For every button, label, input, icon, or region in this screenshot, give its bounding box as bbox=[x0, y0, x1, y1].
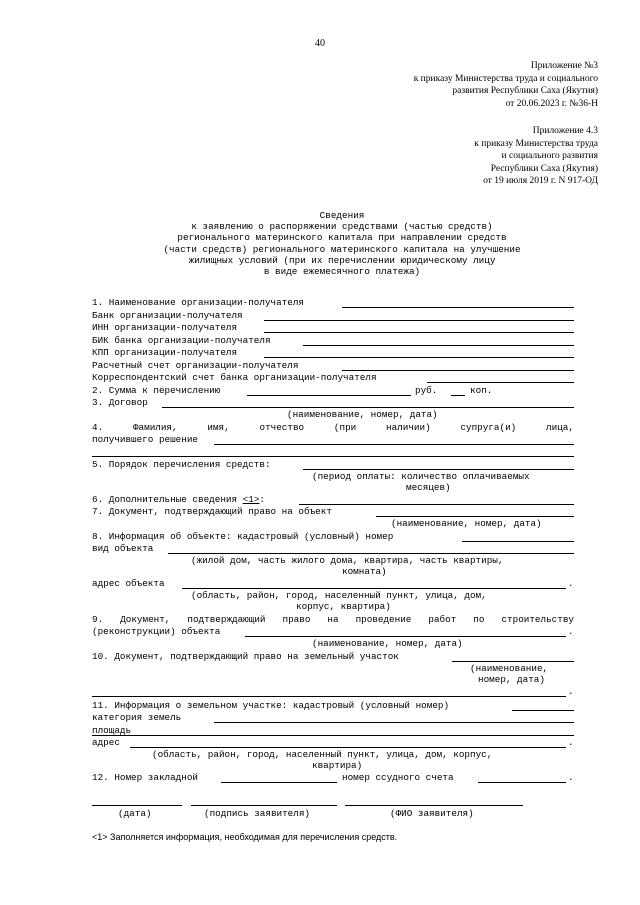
land-address-hint-1: (область, район, город, населенный пункт, улица, дом, корпус, bbox=[152, 749, 493, 760]
title-line: жилищных условий (при их перечислении юридическому лицу bbox=[188, 254, 496, 266]
page-number: 40 bbox=[315, 38, 325, 49]
kop-label: коп. bbox=[470, 385, 493, 396]
object-right-hint: (наименование, номер, дата) bbox=[391, 518, 542, 529]
appendix-line: от 20.06.2023 г. №36-Н bbox=[505, 98, 598, 109]
land-address-hint-2: квартира) bbox=[312, 760, 363, 771]
field-label-kpp: КПП организации-получателя bbox=[92, 347, 238, 358]
field-label-land-cadastral: 11. Информация о земельном участке: кадастровый (условный номер) bbox=[92, 700, 450, 711]
rub-label: руб. bbox=[415, 385, 438, 396]
object-kind-hint-2: комната) bbox=[342, 566, 387, 577]
period: . bbox=[568, 626, 574, 637]
document-title bbox=[92, 210, 592, 277]
signature-line[interactable] bbox=[191, 805, 337, 806]
field-label-contract: 3. Договор bbox=[92, 397, 148, 408]
object-address-hint-1: (область, район, город, населенный пункт, улица, дом, bbox=[191, 590, 487, 601]
appendix-line: развития Республики Саха (Якутия) bbox=[452, 86, 598, 96]
additional-line[interactable] bbox=[299, 504, 574, 505]
bik-line[interactable] bbox=[303, 345, 574, 346]
spouse-line-2[interactable] bbox=[92, 456, 574, 457]
field-label-corr-account: Корреспондентский счет банка организации-получателя bbox=[92, 372, 377, 383]
appendix-line: и социального развития bbox=[501, 151, 598, 161]
transfer-order-line[interactable] bbox=[303, 469, 574, 470]
signature-caption: (подпись заявителя) bbox=[204, 808, 311, 819]
appendix-line: Приложение 4.3 bbox=[532, 126, 598, 136]
field-label-object-address: адрес объекта bbox=[92, 578, 165, 589]
field-label-land-category: категория земель bbox=[92, 712, 182, 723]
fio-line[interactable] bbox=[345, 805, 523, 806]
appendix-line: к приказу Министерства труда bbox=[474, 138, 598, 149]
object-address-hint-2: корпус, квартира) bbox=[296, 601, 391, 612]
title-line: Сведения bbox=[319, 210, 365, 221]
loan-account-line[interactable] bbox=[478, 782, 566, 783]
appendix-line: Приложение №3 bbox=[530, 61, 598, 71]
field-label-recipient-name: 1. Наименование организации-получателя bbox=[92, 297, 305, 308]
title-line: в виде ежемесячного платежа) bbox=[263, 266, 421, 278]
field-label-sum: 2. Сумма к перечислению bbox=[92, 385, 221, 396]
period: . bbox=[568, 772, 574, 783]
appendix-line: к приказу Министерства труда и социального bbox=[413, 73, 598, 84]
field-label-land-right: 10. Документ, подтверждающий право на земельный участок bbox=[92, 651, 399, 662]
appendix-line: Республики Саха (Якутия) bbox=[490, 163, 598, 174]
period: . bbox=[568, 578, 574, 589]
object-address-line[interactable] bbox=[182, 588, 566, 589]
land-right-hint-1: (наименование, bbox=[470, 663, 549, 674]
date-caption: (дата) bbox=[118, 808, 152, 819]
object-kind-line[interactable] bbox=[168, 553, 574, 554]
field-label-spouse-cont: получившего решение bbox=[92, 434, 199, 445]
sum-kop-line[interactable] bbox=[451, 395, 465, 396]
contract-hint: (наименование, номер, дата) bbox=[287, 409, 438, 420]
recipient-name-line[interactable] bbox=[342, 307, 574, 308]
inn-line[interactable] bbox=[264, 332, 574, 333]
period: . bbox=[568, 737, 574, 748]
field-label-account: Расчетный счет организации-получателя bbox=[92, 360, 299, 371]
field-label-bik: БИК банка организации-получателя bbox=[92, 335, 271, 346]
spouse-line[interactable] bbox=[214, 444, 574, 445]
field-label-object-right: 7. Документ, подтверждающий право на объект bbox=[92, 506, 332, 517]
field-label-mortgage: 12. Номер закладной bbox=[92, 772, 199, 783]
footnote-ref[interactable]: <1> bbox=[242, 494, 260, 505]
appendix-header-top bbox=[414, 60, 598, 110]
land-right-line[interactable] bbox=[452, 661, 574, 662]
land-right-line-2[interactable] bbox=[92, 696, 566, 697]
contract-line[interactable] bbox=[162, 407, 574, 408]
field-label-construction-doc: 9. Документ, подтверждающий право на проведение работ по строительству bbox=[92, 614, 574, 625]
field-label-object-kind: вид объекта bbox=[92, 543, 154, 554]
transfer-order-hint-2: месяцев) bbox=[406, 482, 451, 493]
object-kind-hint-1: (жилой дом, часть жилого дома, квартира, часть квартиры, bbox=[191, 555, 504, 566]
fio-caption: (ФИО заявителя) bbox=[390, 808, 474, 819]
appendix-header-second bbox=[474, 125, 598, 188]
land-area-line[interactable] bbox=[92, 735, 574, 736]
land-address-line[interactable] bbox=[130, 747, 566, 748]
mortgage-line[interactable] bbox=[221, 782, 337, 783]
field-label-loan-account: номер ссудного счета bbox=[342, 772, 454, 783]
land-cadastral-line[interactable] bbox=[512, 710, 574, 711]
corr-account-line[interactable] bbox=[427, 382, 574, 383]
sum-rub-line[interactable] bbox=[247, 395, 411, 396]
field-label-additional: 6. Дополнительные сведения <1>: bbox=[92, 494, 265, 505]
date-line[interactable] bbox=[92, 805, 182, 806]
field-label-construction-doc-cont: (реконструкции) объекта bbox=[92, 626, 221, 637]
field-label-transfer-order: 5. Порядок перечисления средств: bbox=[92, 459, 271, 470]
land-category-line[interactable] bbox=[214, 722, 574, 723]
construction-doc-line[interactable] bbox=[245, 636, 566, 637]
appendix-line: от 19 июля 2019 г. N 917-ОД bbox=[483, 176, 598, 186]
land-right-hint-2: номер, дата) bbox=[478, 674, 545, 685]
account-line[interactable] bbox=[342, 370, 574, 371]
field-label-spouse: 4. Фамилия, имя, отчество (при наличии) супруга(и) лица, bbox=[92, 422, 574, 433]
title-line: регионального материнского капитала при направлении средств bbox=[177, 232, 507, 244]
field-label-land-address: адрес bbox=[92, 737, 120, 748]
construction-doc-hint: (наименование, номер, дата) bbox=[312, 638, 463, 649]
title-line: к заявлению о распоряжении средствами (частью средств) bbox=[191, 221, 493, 233]
object-right-line[interactable] bbox=[376, 516, 574, 517]
field-label-inn: ИНН организации-получателя bbox=[92, 322, 238, 333]
transfer-order-hint-1: (период оплаты: количество оплачиваемых bbox=[312, 471, 530, 482]
kpp-line[interactable] bbox=[264, 357, 574, 358]
field-label-bank: Банк организации-получателя bbox=[92, 310, 243, 321]
cadastral-line[interactable] bbox=[462, 541, 574, 542]
field-label-land-area: площадь bbox=[92, 725, 132, 736]
field-label-cadastral: 8. Информация об объекте: кадастровый (условный) номер bbox=[92, 531, 394, 542]
footnote: <1> Заполняется информация, необходимая для перечисления средств. bbox=[92, 832, 398, 842]
title-line: (части средств) регионального материнского капитала на улучшение bbox=[163, 243, 521, 255]
bank-line[interactable] bbox=[264, 320, 574, 321]
period: . bbox=[568, 686, 574, 697]
